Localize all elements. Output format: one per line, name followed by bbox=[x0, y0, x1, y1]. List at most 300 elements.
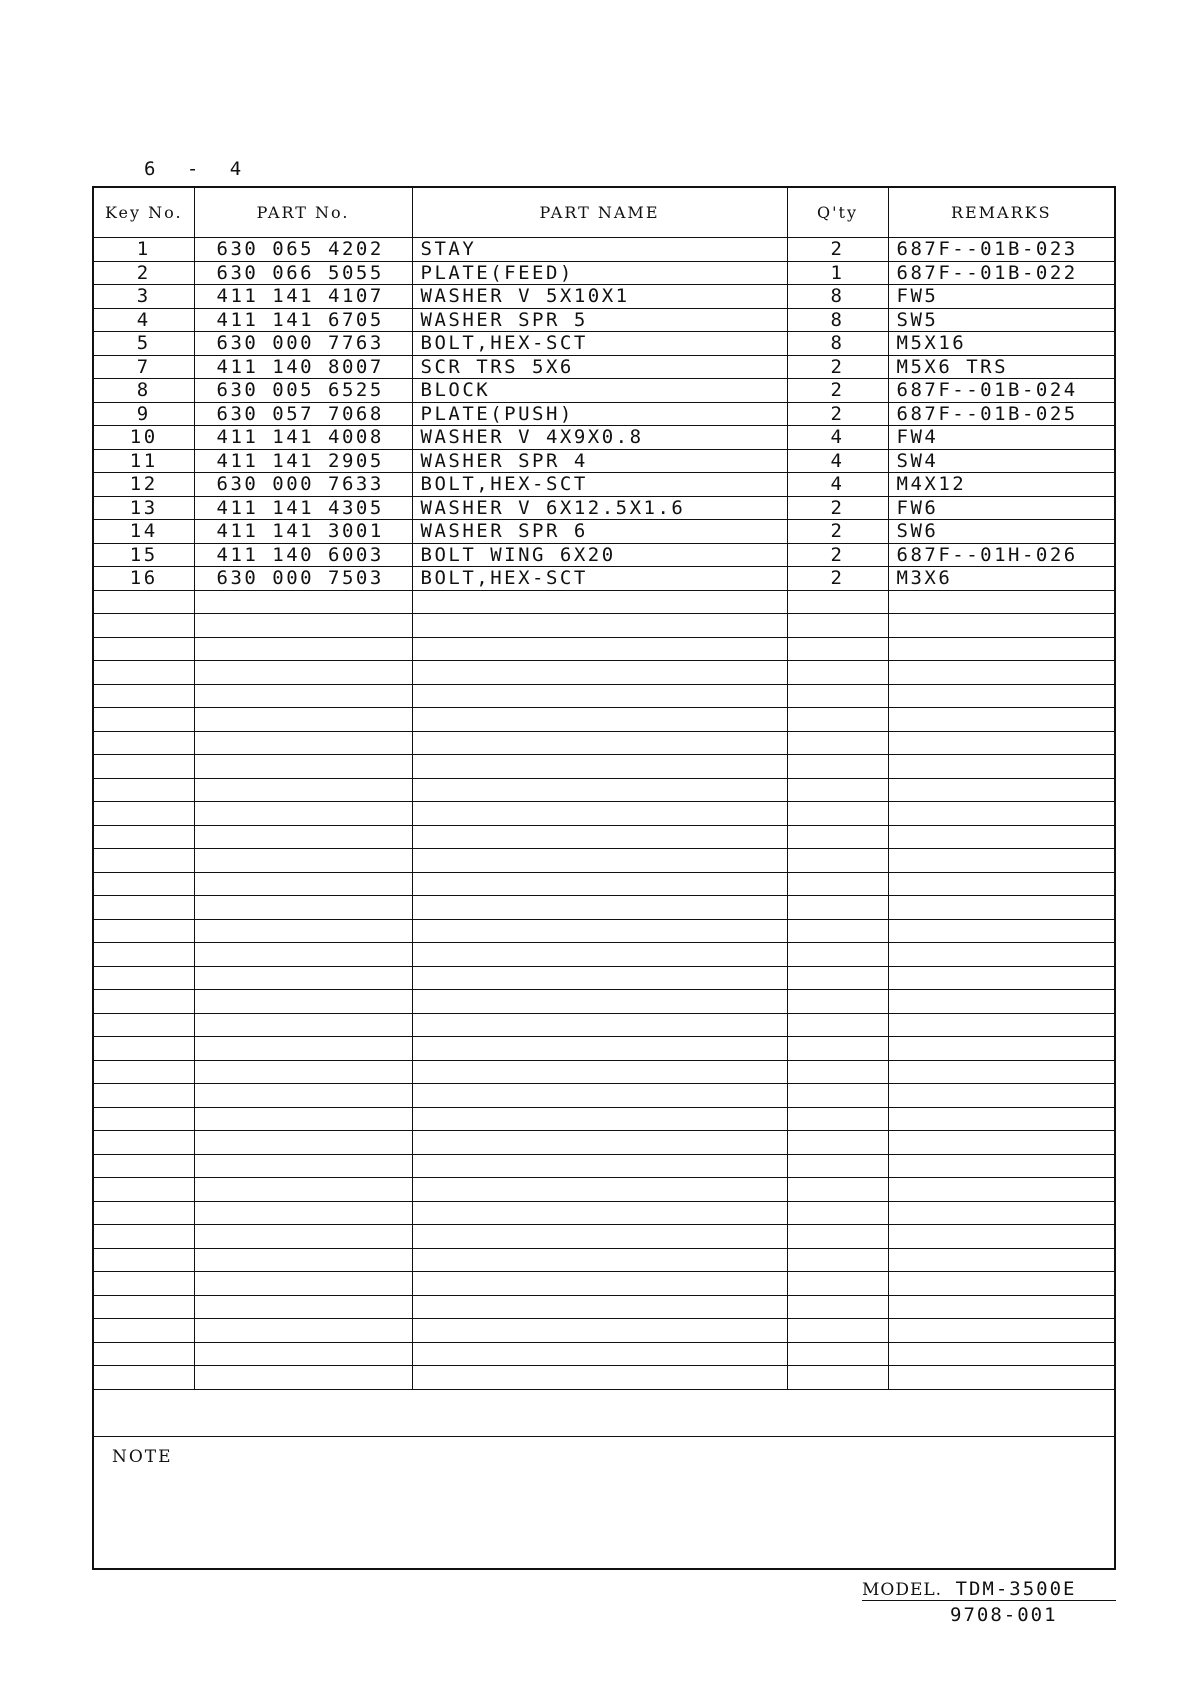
cell-part-name bbox=[412, 1084, 787, 1108]
cell-part-no: 411 140 8007 bbox=[194, 355, 412, 379]
cell-part-name: WASHER V 6X12.5X1.6 bbox=[412, 496, 787, 520]
cell-remarks: FW6 bbox=[888, 496, 1114, 520]
table-row bbox=[94, 261, 1114, 285]
cell-key-no bbox=[94, 1060, 194, 1084]
parts-list-sheet bbox=[92, 186, 1116, 1570]
cell-key-no: 5 bbox=[94, 332, 194, 356]
cell-key-no bbox=[94, 1107, 194, 1131]
cell-part-no: 630 000 7633 bbox=[194, 473, 412, 497]
cell-qty bbox=[787, 1272, 888, 1296]
cell-part-no bbox=[194, 849, 412, 873]
cell-remarks bbox=[888, 1225, 1114, 1249]
table-row bbox=[94, 520, 1114, 544]
model-value: TDM-3500E bbox=[955, 1578, 1077, 1600]
cell-key-no bbox=[94, 1225, 194, 1249]
cell-part-no bbox=[194, 1201, 412, 1225]
note-box bbox=[94, 1436, 1114, 1569]
cell-part-name bbox=[412, 1154, 787, 1178]
cell-part-no bbox=[194, 966, 412, 990]
cell-key-no: 12 bbox=[94, 473, 194, 497]
cell-part-name bbox=[412, 590, 787, 614]
empty-table-row bbox=[94, 1295, 1114, 1319]
cell-key-no: 16 bbox=[94, 567, 194, 591]
cell-remarks: FW5 bbox=[888, 285, 1114, 309]
cell-remarks: 687F--01B-022 bbox=[888, 261, 1114, 285]
cell-part-no: 630 000 7503 bbox=[194, 567, 412, 591]
cell-part-name bbox=[412, 708, 787, 732]
cell-qty: 4 bbox=[787, 473, 888, 497]
empty-table-row bbox=[94, 1366, 1114, 1390]
cell-key-no bbox=[94, 1013, 194, 1037]
table-header-row bbox=[94, 188, 1114, 238]
cell-part-no bbox=[194, 1342, 412, 1366]
cell-part-no bbox=[194, 708, 412, 732]
cell-remarks bbox=[888, 990, 1114, 1014]
cell-part-name bbox=[412, 1037, 787, 1061]
cell-key-no bbox=[94, 1037, 194, 1061]
table-row bbox=[94, 355, 1114, 379]
cell-remarks: SW6 bbox=[888, 520, 1114, 544]
empty-table-row bbox=[94, 637, 1114, 661]
cell-part-name: BOLT,HEX-SCT bbox=[412, 567, 787, 591]
cell-qty bbox=[787, 1154, 888, 1178]
cell-key-no: 15 bbox=[94, 543, 194, 567]
empty-table-row bbox=[94, 590, 1114, 614]
cell-part-name: SCR TRS 5X6 bbox=[412, 355, 787, 379]
cell-part-name bbox=[412, 1342, 787, 1366]
cell-qty: 8 bbox=[787, 308, 888, 332]
cell-part-no: 411 141 4107 bbox=[194, 285, 412, 309]
empty-table-row bbox=[94, 614, 1114, 638]
cell-remarks: M3X6 bbox=[888, 567, 1114, 591]
cell-part-name bbox=[412, 825, 787, 849]
cell-qty bbox=[787, 1201, 888, 1225]
cell-qty: 2 bbox=[787, 567, 888, 591]
cell-part-no bbox=[194, 684, 412, 708]
cell-qty bbox=[787, 872, 888, 896]
table-row bbox=[94, 332, 1114, 356]
header-key-no: Key No. bbox=[94, 188, 194, 238]
cell-part-name bbox=[412, 755, 787, 779]
cell-remarks: M5X16 bbox=[888, 332, 1114, 356]
cell-part-no bbox=[194, 1037, 412, 1061]
empty-table-row bbox=[94, 1131, 1114, 1155]
cell-key-no bbox=[94, 1272, 194, 1296]
cell-key-no bbox=[94, 802, 194, 826]
cell-part-no bbox=[194, 1272, 412, 1296]
cell-remarks bbox=[888, 1342, 1114, 1366]
model-line bbox=[862, 1578, 1116, 1601]
cell-key-no bbox=[94, 1366, 194, 1390]
cell-key-no: 14 bbox=[94, 520, 194, 544]
cell-key-no bbox=[94, 661, 194, 685]
cell-part-no bbox=[194, 661, 412, 685]
cell-key-no bbox=[94, 1131, 194, 1155]
cell-part-name: BLOCK bbox=[412, 379, 787, 403]
cell-part-no bbox=[194, 1084, 412, 1108]
cell-remarks bbox=[888, 1013, 1114, 1037]
cell-part-no bbox=[194, 825, 412, 849]
table-row bbox=[94, 308, 1114, 332]
cell-remarks bbox=[888, 1201, 1114, 1225]
cell-part-name bbox=[412, 731, 787, 755]
cell-qty bbox=[787, 684, 888, 708]
table-row bbox=[94, 285, 1114, 309]
table-body bbox=[94, 238, 1114, 1390]
cell-key-no bbox=[94, 896, 194, 920]
cell-remarks bbox=[888, 966, 1114, 990]
cell-key-no bbox=[94, 637, 194, 661]
empty-table-row bbox=[94, 896, 1114, 920]
cell-key-no: 13 bbox=[94, 496, 194, 520]
cell-key-no bbox=[94, 1248, 194, 1272]
cell-qty bbox=[787, 849, 888, 873]
cell-remarks bbox=[888, 614, 1114, 638]
cell-qty: 8 bbox=[787, 285, 888, 309]
cell-part-name bbox=[412, 1366, 787, 1390]
cell-part-no bbox=[194, 990, 412, 1014]
empty-table-row bbox=[94, 755, 1114, 779]
parts-table bbox=[94, 188, 1114, 1390]
cell-qty bbox=[787, 1060, 888, 1084]
empty-table-row bbox=[94, 1248, 1114, 1272]
cell-qty bbox=[787, 1342, 888, 1366]
cell-remarks bbox=[888, 1131, 1114, 1155]
cell-remarks bbox=[888, 802, 1114, 826]
cell-part-no bbox=[194, 802, 412, 826]
cell-key-no bbox=[94, 872, 194, 896]
cell-qty bbox=[787, 990, 888, 1014]
cell-qty bbox=[787, 1037, 888, 1061]
cell-qty: 2 bbox=[787, 238, 888, 262]
empty-table-row bbox=[94, 849, 1114, 873]
empty-table-row bbox=[94, 1201, 1114, 1225]
cell-part-no: 630 066 5055 bbox=[194, 261, 412, 285]
cell-part-no bbox=[194, 1178, 412, 1202]
cell-key-no bbox=[94, 919, 194, 943]
cell-key-no: 2 bbox=[94, 261, 194, 285]
table-row bbox=[94, 496, 1114, 520]
cell-key-no bbox=[94, 825, 194, 849]
empty-table-row bbox=[94, 1084, 1114, 1108]
empty-table-row bbox=[94, 802, 1114, 826]
cell-part-name bbox=[412, 919, 787, 943]
cell-part-no bbox=[194, 943, 412, 967]
table-row bbox=[94, 379, 1114, 403]
table-row bbox=[94, 473, 1114, 497]
cell-part-name: PLATE(FEED) bbox=[412, 261, 787, 285]
cell-key-no: 3 bbox=[94, 285, 194, 309]
cell-remarks bbox=[888, 849, 1114, 873]
empty-table-row bbox=[94, 825, 1114, 849]
empty-table-row bbox=[94, 1319, 1114, 1343]
cell-part-name bbox=[412, 1272, 787, 1296]
cell-part-name bbox=[412, 614, 787, 638]
cell-remarks bbox=[888, 1319, 1114, 1343]
cell-qty: 2 bbox=[787, 355, 888, 379]
cell-remarks bbox=[888, 637, 1114, 661]
note-label: NOTE bbox=[112, 1447, 173, 1467]
cell-key-no bbox=[94, 943, 194, 967]
cell-part-no bbox=[194, 1107, 412, 1131]
cell-part-name bbox=[412, 943, 787, 967]
cell-part-name: STAY bbox=[412, 238, 787, 262]
cell-key-no bbox=[94, 1084, 194, 1108]
empty-table-row bbox=[94, 778, 1114, 802]
cell-part-name bbox=[412, 802, 787, 826]
cell-key-no: 4 bbox=[94, 308, 194, 332]
cell-remarks bbox=[888, 872, 1114, 896]
cell-qty bbox=[787, 1178, 888, 1202]
cell-key-no bbox=[94, 590, 194, 614]
cell-remarks bbox=[888, 708, 1114, 732]
cell-qty: 2 bbox=[787, 402, 888, 426]
cell-key-no bbox=[94, 1178, 194, 1202]
cell-part-name bbox=[412, 1248, 787, 1272]
cell-key-no bbox=[94, 1295, 194, 1319]
cell-part-no bbox=[194, 755, 412, 779]
cell-remarks: M5X6 TRS bbox=[888, 355, 1114, 379]
cell-qty: 2 bbox=[787, 496, 888, 520]
cell-remarks bbox=[888, 825, 1114, 849]
cell-remarks bbox=[888, 1272, 1114, 1296]
cell-part-no bbox=[194, 1154, 412, 1178]
cell-part-no bbox=[194, 896, 412, 920]
cell-part-name bbox=[412, 661, 787, 685]
cell-qty bbox=[787, 1366, 888, 1390]
table-row bbox=[94, 426, 1114, 450]
cell-part-no: 630 057 7068 bbox=[194, 402, 412, 426]
cell-qty bbox=[787, 708, 888, 732]
cell-remarks bbox=[888, 1037, 1114, 1061]
cell-part-name: WASHER SPR 6 bbox=[412, 520, 787, 544]
cell-part-name bbox=[412, 637, 787, 661]
cell-remarks bbox=[888, 919, 1114, 943]
cell-qty bbox=[787, 1131, 888, 1155]
cell-part-name bbox=[412, 872, 787, 896]
cell-part-no bbox=[194, 1295, 412, 1319]
cell-part-name bbox=[412, 1201, 787, 1225]
cell-part-no: 630 005 6525 bbox=[194, 379, 412, 403]
cell-part-name bbox=[412, 684, 787, 708]
cell-part-name: WASHER SPR 5 bbox=[412, 308, 787, 332]
cell-part-name bbox=[412, 1178, 787, 1202]
cell-part-name bbox=[412, 1225, 787, 1249]
cell-part-name bbox=[412, 1013, 787, 1037]
cell-part-name bbox=[412, 1319, 787, 1343]
cell-remarks: 687F--01H-026 bbox=[888, 543, 1114, 567]
cell-qty: 2 bbox=[787, 379, 888, 403]
cell-qty bbox=[787, 661, 888, 685]
empty-table-row bbox=[94, 872, 1114, 896]
cell-qty: 2 bbox=[787, 543, 888, 567]
empty-table-row bbox=[94, 661, 1114, 685]
empty-table-row bbox=[94, 1272, 1114, 1296]
cell-remarks bbox=[888, 896, 1114, 920]
cell-remarks bbox=[888, 1178, 1114, 1202]
empty-table-row bbox=[94, 919, 1114, 943]
empty-table-row bbox=[94, 731, 1114, 755]
section-number: 6 - 4 bbox=[144, 158, 252, 180]
cell-key-no bbox=[94, 755, 194, 779]
cell-part-name bbox=[412, 1295, 787, 1319]
cell-part-name: WASHER V 4X9X0.8 bbox=[412, 426, 787, 450]
empty-table-row bbox=[94, 990, 1114, 1014]
cell-key-no bbox=[94, 614, 194, 638]
cell-key-no: 8 bbox=[94, 379, 194, 403]
cell-remarks: 687F--01B-025 bbox=[888, 402, 1114, 426]
cell-qty bbox=[787, 614, 888, 638]
cell-qty bbox=[787, 731, 888, 755]
cell-part-no: 411 141 4305 bbox=[194, 496, 412, 520]
model-label: MODEL. bbox=[862, 1580, 943, 1600]
cell-remarks bbox=[888, 755, 1114, 779]
cell-part-name: WASHER V 5X10X1 bbox=[412, 285, 787, 309]
cell-remarks bbox=[888, 661, 1114, 685]
empty-table-row bbox=[94, 1154, 1114, 1178]
cell-key-no bbox=[94, 731, 194, 755]
cell-part-no bbox=[194, 872, 412, 896]
table-row bbox=[94, 449, 1114, 473]
cell-qty bbox=[787, 943, 888, 967]
empty-table-row bbox=[94, 1178, 1114, 1202]
cell-part-no bbox=[194, 919, 412, 943]
cell-remarks: 687F--01B-023 bbox=[888, 238, 1114, 262]
cell-part-no bbox=[194, 1319, 412, 1343]
cell-key-no: 1 bbox=[94, 238, 194, 262]
cell-qty bbox=[787, 825, 888, 849]
cell-qty bbox=[787, 1319, 888, 1343]
cell-remarks bbox=[888, 1248, 1114, 1272]
cell-part-no bbox=[194, 637, 412, 661]
cell-part-name bbox=[412, 1107, 787, 1131]
cell-key-no: 7 bbox=[94, 355, 194, 379]
cell-qty bbox=[787, 1107, 888, 1131]
cell-remarks: SW4 bbox=[888, 449, 1114, 473]
empty-table-row bbox=[94, 1107, 1114, 1131]
table-row bbox=[94, 567, 1114, 591]
cell-remarks: SW5 bbox=[888, 308, 1114, 332]
cell-qty bbox=[787, 755, 888, 779]
cell-part-no: 411 141 4008 bbox=[194, 426, 412, 450]
cell-key-no bbox=[94, 1319, 194, 1343]
cell-remarks bbox=[888, 1060, 1114, 1084]
header-qty: Q'ty bbox=[787, 188, 888, 238]
cell-remarks bbox=[888, 943, 1114, 967]
cell-part-name bbox=[412, 966, 787, 990]
header-part-no: PART No. bbox=[194, 188, 412, 238]
cell-part-no: 630 065 4202 bbox=[194, 238, 412, 262]
cell-key-no bbox=[94, 778, 194, 802]
cell-qty bbox=[787, 1295, 888, 1319]
cell-part-name: PLATE(PUSH) bbox=[412, 402, 787, 426]
cell-qty bbox=[787, 1225, 888, 1249]
cell-qty: 1 bbox=[787, 261, 888, 285]
empty-table-row bbox=[94, 1342, 1114, 1366]
cell-part-name bbox=[412, 849, 787, 873]
empty-table-row bbox=[94, 1225, 1114, 1249]
cell-key-no bbox=[94, 1201, 194, 1225]
cell-part-no bbox=[194, 614, 412, 638]
cell-key-no bbox=[94, 990, 194, 1014]
empty-table-row bbox=[94, 1037, 1114, 1061]
cell-part-name bbox=[412, 1131, 787, 1155]
cell-part-no bbox=[194, 731, 412, 755]
cell-part-name: BOLT,HEX-SCT bbox=[412, 473, 787, 497]
cell-qty: 4 bbox=[787, 449, 888, 473]
cell-qty: 4 bbox=[787, 426, 888, 450]
cell-part-no: 411 141 2905 bbox=[194, 449, 412, 473]
cell-qty bbox=[787, 919, 888, 943]
cell-remarks bbox=[888, 684, 1114, 708]
cell-qty bbox=[787, 590, 888, 614]
cell-remarks bbox=[888, 1366, 1114, 1390]
cell-key-no bbox=[94, 849, 194, 873]
cell-part-no: 411 140 6003 bbox=[194, 543, 412, 567]
table-row bbox=[94, 402, 1114, 426]
document-number: 9708-001 bbox=[950, 1604, 1058, 1626]
empty-table-row bbox=[94, 1060, 1114, 1084]
cell-part-name: BOLT,HEX-SCT bbox=[412, 332, 787, 356]
cell-part-no bbox=[194, 1366, 412, 1390]
cell-key-no bbox=[94, 966, 194, 990]
cell-remarks: 687F--01B-024 bbox=[888, 379, 1114, 403]
cell-qty bbox=[787, 896, 888, 920]
empty-table-row bbox=[94, 684, 1114, 708]
cell-part-no bbox=[194, 1248, 412, 1272]
cell-key-no bbox=[94, 684, 194, 708]
cell-key-no: 11 bbox=[94, 449, 194, 473]
cell-key-no bbox=[94, 1154, 194, 1178]
cell-qty: 8 bbox=[787, 332, 888, 356]
cell-qty bbox=[787, 778, 888, 802]
cell-remarks bbox=[888, 1154, 1114, 1178]
header-remarks: REMARKS bbox=[888, 188, 1114, 238]
cell-part-name bbox=[412, 990, 787, 1014]
cell-part-no bbox=[194, 1013, 412, 1037]
cell-part-name: BOLT WING 6X20 bbox=[412, 543, 787, 567]
cell-key-no: 9 bbox=[94, 402, 194, 426]
cell-qty bbox=[787, 637, 888, 661]
cell-key-no bbox=[94, 1342, 194, 1366]
cell-qty bbox=[787, 1084, 888, 1108]
cell-qty bbox=[787, 1013, 888, 1037]
cell-remarks bbox=[888, 778, 1114, 802]
cell-qty: 2 bbox=[787, 520, 888, 544]
empty-table-row bbox=[94, 966, 1114, 990]
cell-part-no: 411 141 6705 bbox=[194, 308, 412, 332]
cell-remarks bbox=[888, 731, 1114, 755]
cell-part-no bbox=[194, 1225, 412, 1249]
cell-part-name bbox=[412, 896, 787, 920]
cell-qty bbox=[787, 1248, 888, 1272]
table-row bbox=[94, 238, 1114, 262]
cell-part-name: WASHER SPR 4 bbox=[412, 449, 787, 473]
cell-part-no: 630 000 7763 bbox=[194, 332, 412, 356]
header-part-name: PART NAME bbox=[412, 188, 787, 238]
cell-remarks bbox=[888, 1084, 1114, 1108]
cell-remarks bbox=[888, 1295, 1114, 1319]
cell-part-no bbox=[194, 1060, 412, 1084]
cell-part-no: 411 141 3001 bbox=[194, 520, 412, 544]
cell-part-no bbox=[194, 1131, 412, 1155]
cell-key-no: 10 bbox=[94, 426, 194, 450]
empty-table-row bbox=[94, 708, 1114, 732]
cell-part-name bbox=[412, 778, 787, 802]
cell-remarks bbox=[888, 1107, 1114, 1131]
cell-remarks: FW4 bbox=[888, 426, 1114, 450]
cell-part-no bbox=[194, 778, 412, 802]
